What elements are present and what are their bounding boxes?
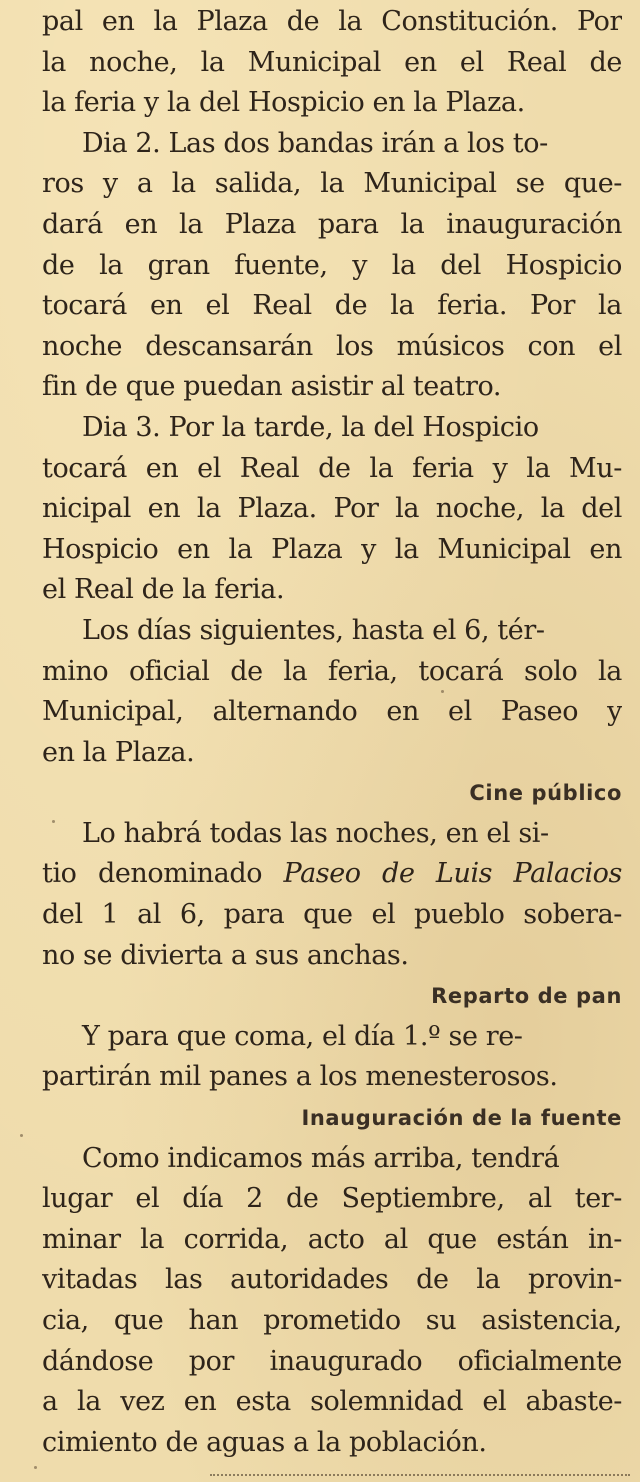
text-segment: Los días siguientes, hasta el 6, tér- bbox=[82, 614, 545, 646]
text-line bbox=[42, 1342, 622, 1383]
text-segment: dará en la Plaza para la inauguración bbox=[42, 208, 622, 240]
text-segment: en la Plaza. bbox=[42, 736, 195, 768]
text-line bbox=[42, 1382, 622, 1423]
text-line bbox=[42, 124, 622, 165]
text-segment: ros y a la salida, la Municipal se que- bbox=[42, 168, 622, 200]
print-speck bbox=[20, 1134, 23, 1137]
text-segment: minar la corrida, acto al que están in- bbox=[42, 1223, 622, 1255]
text-line bbox=[42, 1260, 622, 1301]
text-line bbox=[42, 1057, 622, 1098]
text-segment: dándose por inaugurado oficialmente bbox=[42, 1345, 622, 1377]
text-segment: cimiento de aguas a la población. bbox=[42, 1426, 487, 1458]
print-speck bbox=[441, 690, 444, 693]
text-line bbox=[42, 83, 622, 124]
text-segment: tocará en el Real de la feria. Por la bbox=[42, 290, 622, 322]
text-segment: el Real de la feria. bbox=[42, 574, 285, 606]
section-heading: Inauguración de la fuente bbox=[301, 1106, 622, 1131]
section-heading: Reparto de pan bbox=[431, 984, 622, 1009]
text-line bbox=[42, 854, 622, 895]
text-line bbox=[42, 570, 622, 611]
print-speck bbox=[52, 820, 55, 823]
text-line bbox=[42, 814, 622, 855]
text-line bbox=[42, 367, 622, 408]
text-line bbox=[42, 1017, 622, 1058]
text-line bbox=[42, 164, 622, 205]
text-line bbox=[42, 611, 622, 652]
text-line bbox=[42, 1220, 622, 1261]
print-speck bbox=[34, 1466, 37, 1469]
text-segment: pal en la Plaza de la Constitución. Por bbox=[42, 6, 622, 37]
text-segment: lugar el día 2 de Septiembre, al ter- bbox=[42, 1183, 622, 1215]
text-segment: vitadas las autoridades de la provin- bbox=[42, 1264, 622, 1296]
text-line bbox=[42, 652, 622, 693]
text-line bbox=[42, 895, 622, 936]
text-line bbox=[42, 449, 622, 490]
text-segment: fin de que puedan asistir al teatro. bbox=[42, 371, 502, 403]
text-line bbox=[42, 2, 622, 43]
text-segment: no se divierta a sus anchas. bbox=[42, 939, 409, 971]
text-segment: Como indicamos más arriba, tendrá bbox=[82, 1142, 560, 1174]
text-segment: Hospicio en la Plaza y la Municipal en bbox=[42, 533, 622, 565]
text-line bbox=[42, 43, 622, 84]
text-line bbox=[42, 286, 622, 327]
text-segment: del 1 al 6, para que el pueblo sobera- bbox=[42, 899, 622, 931]
text-segment: Y para que coma, el día 1.º se re- bbox=[82, 1020, 523, 1052]
text-segment: de la gran fuente, y la del Hospicio bbox=[42, 249, 622, 281]
text-line bbox=[42, 205, 622, 246]
text-segment: partirán mil panes a los menesterosos. bbox=[42, 1061, 558, 1093]
text-segment: Lo habrá todas las noches, en el si- bbox=[82, 817, 549, 849]
text-line bbox=[42, 489, 622, 530]
text-segment: nicipal en la Plaza. Por la noche, la del bbox=[42, 493, 622, 525]
text-segment: la noche, la Municipal en el Real de bbox=[42, 46, 622, 78]
text-segment: noche descansarán los músicos con el bbox=[42, 330, 622, 362]
text-segment: la feria y la del Hospicio en la Plaza. bbox=[42, 87, 525, 119]
text-line bbox=[42, 1139, 622, 1180]
text-segment: tio denominado bbox=[42, 858, 284, 890]
italic-place-name: Paseo de Luis Palacios bbox=[283, 858, 622, 890]
page-cut-edge bbox=[210, 1474, 630, 1482]
text-line bbox=[42, 1179, 622, 1220]
text-segment: Dia 2. Las dos bandas irán a los to- bbox=[82, 127, 548, 159]
text-line bbox=[42, 408, 622, 449]
text-line bbox=[42, 936, 622, 977]
text-line bbox=[42, 1301, 622, 1342]
text-segment: tocará en el Real de la feria y la Mu- bbox=[42, 452, 622, 484]
text-segment: mino oficial de la feria, tocará solo la bbox=[42, 655, 622, 687]
section-heading: Cine público bbox=[469, 781, 622, 806]
text-line bbox=[42, 1423, 622, 1464]
text-line bbox=[42, 733, 622, 774]
text-segment: cia, que han prometido su asistencia, bbox=[42, 1305, 622, 1336]
text-line bbox=[42, 692, 622, 733]
text-segment: Municipal, alternando en el Paseo y bbox=[42, 696, 622, 728]
text-segment: a la vez en esta solemnidad el abaste- bbox=[42, 1386, 622, 1418]
text-line bbox=[42, 246, 622, 287]
text-line bbox=[42, 530, 622, 571]
text-segment: Dia 3. Por la tarde, la del Hospicio bbox=[82, 411, 539, 443]
text-line bbox=[42, 327, 622, 368]
